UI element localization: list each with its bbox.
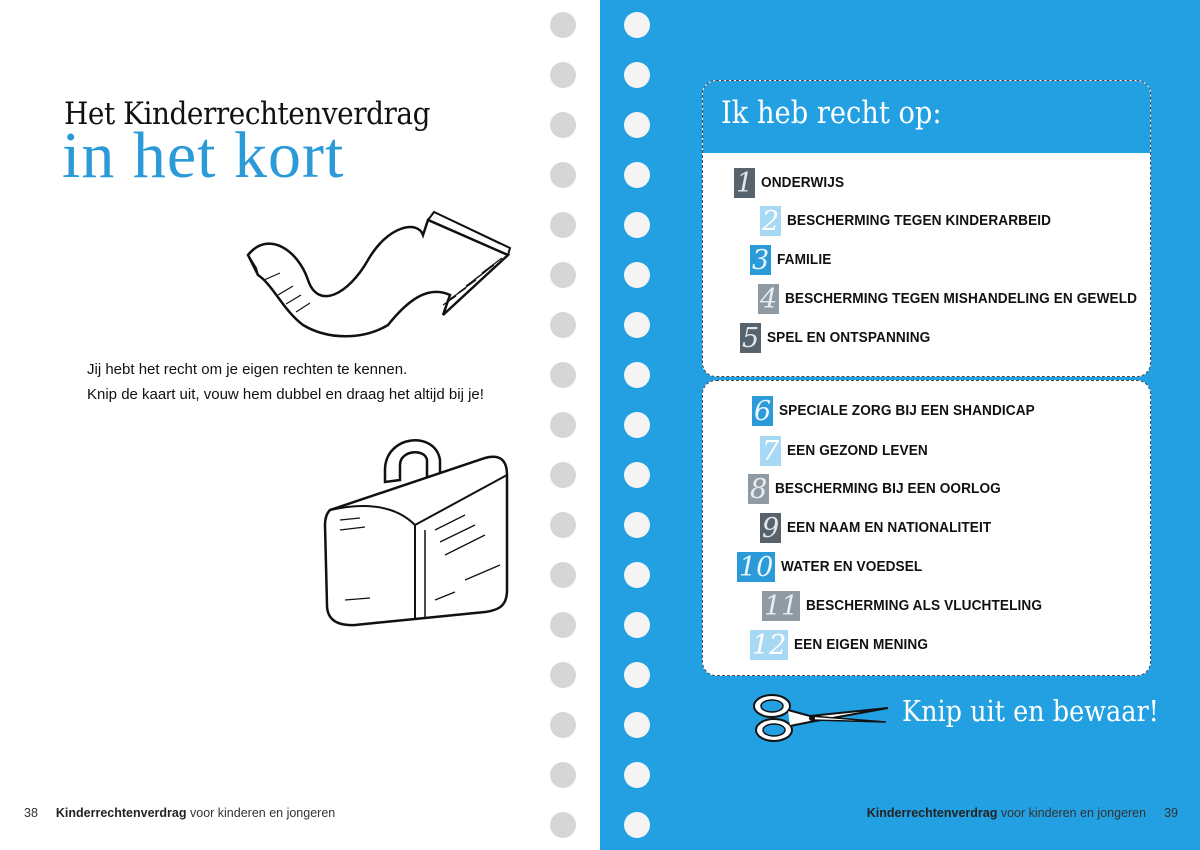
binding-hole (624, 62, 650, 88)
right-item (737, 552, 932, 582)
card-header (703, 81, 1150, 153)
binding-hole (624, 412, 650, 438)
right-item (750, 630, 937, 660)
right-label: EEN GEZOND LEVEN (787, 443, 929, 459)
binding-hole (550, 212, 576, 238)
right-item (740, 323, 941, 353)
right-label: EEN NAAM EN NATIONALITEIT (787, 520, 992, 536)
right-number: 9 (762, 512, 780, 544)
right-label: ONDERWIJS (761, 175, 845, 191)
right-label: BESCHERMING TEGEN KINDERARBEID (787, 213, 1052, 229)
right-label: BESCHERMING BIJ EEN OORLOG (775, 481, 1002, 497)
binding-hole (550, 812, 576, 838)
binding-hole (624, 712, 650, 738)
right-item (760, 513, 1005, 543)
right-item (762, 591, 1057, 621)
binding-holes-right (624, 0, 652, 850)
page-title-big: in het kort (62, 119, 345, 192)
binding-hole (624, 562, 650, 588)
binding-hole (624, 612, 650, 638)
right-item (758, 284, 1160, 314)
footer-right-title-rest: voor kinderen en jongeren (997, 806, 1147, 820)
right-number: 12 (752, 629, 787, 661)
binding-hole (550, 312, 576, 338)
right-item (734, 168, 850, 198)
right-label: SPECIALE ZORG BIJ EEN SHANDICAP (779, 403, 1036, 419)
binding-hole (550, 362, 576, 388)
right-item (750, 245, 835, 275)
footer-title-rest: voor kinderen en jongeren (186, 806, 336, 820)
right-item (760, 206, 1068, 236)
right-item (760, 436, 937, 466)
binding-hole (624, 12, 650, 38)
right-label: SPEL EN ONTSPANNING (767, 330, 931, 346)
footer-left (24, 806, 335, 820)
right-number: 5 (742, 322, 760, 354)
right-label: WATER EN VOEDSEL (781, 559, 923, 575)
binding-hole (550, 12, 576, 38)
footer-title-bold: Kinderrechtenverdrag (55, 806, 187, 820)
right-number: 2 (762, 205, 780, 237)
right-item (748, 474, 1015, 504)
right-number: 3 (752, 244, 770, 276)
intro-text (87, 357, 484, 407)
binding-hole (550, 412, 576, 438)
binding-hole (624, 662, 650, 688)
right-number: 11 (764, 590, 799, 622)
suitcase-illustration (315, 430, 515, 630)
binding-hole (550, 562, 576, 588)
intro-line-2: Knip de kaart uit, vouw hem dubbel en draag het altijd bij je! (87, 386, 484, 403)
right-label: BESCHERMING ALS VLUCHTELING (806, 598, 1043, 614)
binding-hole (550, 62, 576, 88)
intro-line-1: Jij hebt het recht om je eigen rechten te kennen. (87, 361, 408, 378)
binding-hole (550, 162, 576, 188)
page-number-left: 38 (24, 806, 38, 820)
binding-hole (624, 112, 650, 138)
binding-hole (550, 762, 576, 788)
binding-hole (550, 662, 576, 688)
binding-hole (624, 762, 650, 788)
binding-hole (624, 462, 650, 488)
right-label: FAMILIE (777, 252, 832, 268)
right-number: 7 (762, 435, 780, 467)
cut-instruction: Knip uit en bewaar! (902, 694, 1159, 728)
page-title-small: Het Kinderrechtenverdrag (64, 96, 431, 132)
right-item (752, 396, 1051, 426)
arrow-illustration (238, 200, 513, 340)
footer-right-title-bold: Kinderrechtenverdrag (866, 806, 998, 820)
right-label: EEN EIGEN MENING (794, 637, 929, 653)
binding-hole (624, 812, 650, 838)
page-number-right: 39 (1164, 806, 1178, 820)
binding-hole (624, 212, 650, 238)
binding-holes-left (550, 0, 578, 850)
binding-hole (624, 362, 650, 388)
binding-hole (550, 462, 576, 488)
binding-hole (550, 112, 576, 138)
footer-right (867, 806, 1178, 820)
binding-hole (624, 262, 650, 288)
right-number: 4 (760, 283, 778, 315)
card-title: Ik heb recht op: (721, 95, 942, 131)
right-number: 1 (736, 167, 754, 199)
binding-hole (624, 312, 650, 338)
binding-hole (550, 262, 576, 288)
right-number: 10 (739, 551, 774, 583)
scissors-icon (750, 690, 890, 745)
right-label: BESCHERMING TEGEN MISHANDELING EN GEWELD (785, 291, 1138, 307)
right-number: 6 (754, 395, 772, 427)
binding-hole (550, 512, 576, 538)
binding-hole (550, 712, 576, 738)
binding-hole (624, 512, 650, 538)
binding-hole (624, 162, 650, 188)
binding-hole (550, 612, 576, 638)
right-number: 8 (750, 473, 768, 505)
